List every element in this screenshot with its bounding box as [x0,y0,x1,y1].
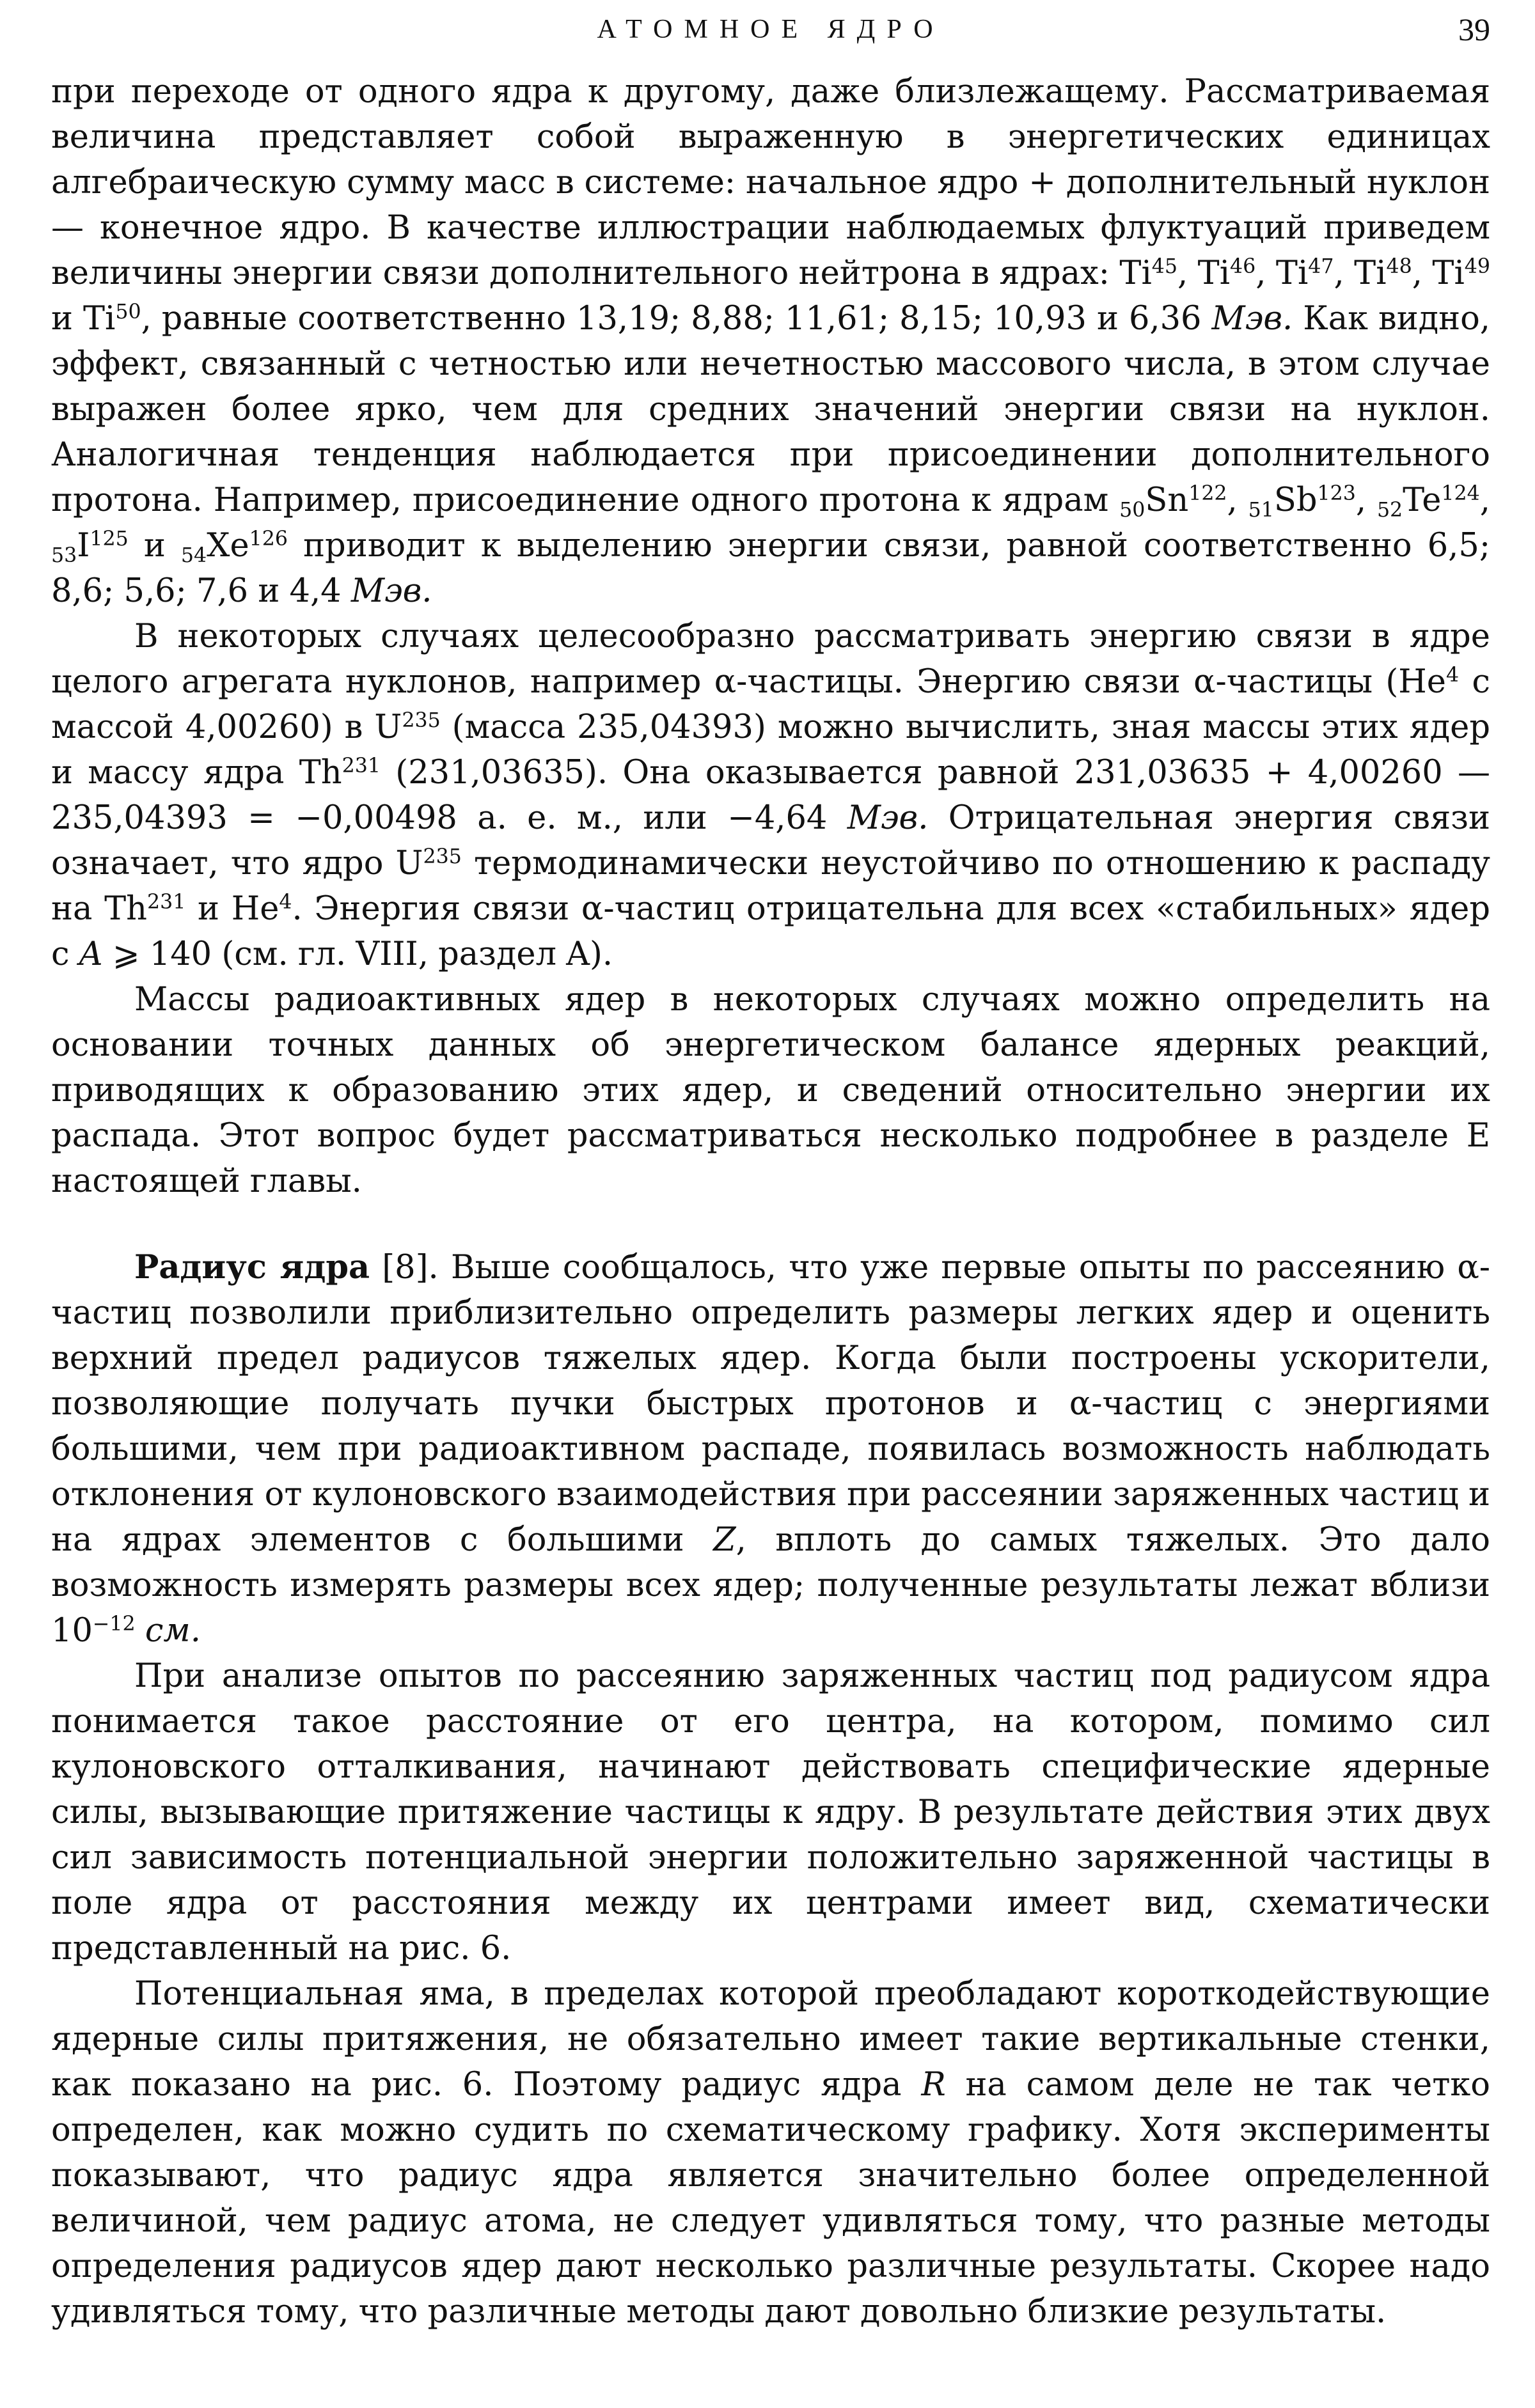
text-run: , Ti [1334,254,1387,292]
italic-text: Мэв. [1211,300,1293,338]
paragraph-5 [51,1654,1490,1971]
superscript: 235 [402,708,441,732]
text-run: ⩾ 140 (см. гл. VIII, раздел A). [102,935,613,973]
italic-text: Z [713,1521,736,1559]
text-run: и [128,527,181,565]
text-run: , Ti [1256,254,1309,292]
text-run: , равные соответственно 13,19; 8,88; 11,61; 8,15; 10,93 и 6,36 [141,300,1212,338]
text-run: Te [1403,481,1442,519]
text-run: при переходе от одного ядра к другому, даже близлежащему. Рассматриваемая величина представляет собой выраженную в энергетических единицах алгебраическую сумму масс в системе: начальное ядро + дополнительный нуклон — конечное ядро. В качестве иллюстрации наблюдаемых флуктуаций приведем величины энергии связи дополнительного нейтрона в ядрах: Ti [51,73,1490,292]
text-run: Потенциальная яма, в пределах которой преобладают короткодействующие ядерные силы притяжения, не обязательно имеет такие вертикальные стенки, как показано на рис. 6. Поэтому радиус ядра [51,1975,1490,2104]
text-run: . Энергия связи α-частиц отрицательна для всех «стабильных» ядер с [51,890,1490,973]
superscript: 235 [423,845,462,868]
text-run: на самом деле не так четко определен, как можно судить по схематическому графику. Хотя эксперименты показывают, что радиус ядра является значительно более определенной величиной, чем радиус атома, не следует удивляться тому, что разные методы определения радиусов ядер дают несколько различные результаты. Скорее надо удивляться тому, что различные методы дают довольно близкие результаты. [51,2066,1491,2331]
text-run: Sn [1145,481,1189,519]
superscript: 123 [1317,481,1356,505]
superscript: 45 [1151,254,1177,278]
text-run: , Ti [1412,254,1465,292]
italic-text: Мэв. [847,799,929,837]
superscript: −12 [92,1612,136,1636]
text-run: , [1355,481,1377,519]
text-run: и Ti [51,300,116,338]
paragraph-2 [51,614,1490,977]
page-body [51,69,1490,2334]
text-run: термодинамически неустойчиво по отношению к распаду на Th [51,845,1490,928]
superscript: 50 [115,300,141,324]
italic-text: R [921,2066,946,2104]
italic-text: см. [145,1612,201,1650]
text-run: (231,03635). Она оказывается равной 231,03635 + 4,00260 — 235,04393 = −0,00498 а. е. м., или −4,64 [51,754,1491,837]
superscript: 48 [1386,254,1412,278]
subscript: 50 [1119,499,1145,522]
text-run: I [77,527,90,565]
text-run: При анализе опытов по рассеянию заряженных частиц под радиусом ядра понимается такое расстояние от его центра, на котором, помимо сил кулоновского отталкивания, начинают действовать специфические ядерные силы, вызывающие притяжение частицы к ядру. В результате действия этих двух сил зависимость потенциальной энергии положительно заряженной частицы в поле ядра от расстояния между их центрами имеет вид, схематически представленный на рис. 6. [51,1657,1490,1967]
italic-text: Мэв. [350,572,432,610]
text-run: , [1479,481,1490,519]
text-run: Xe [207,527,249,565]
text-run: Массы радиоактивных ядер в некоторых случаях можно определить на основании точных данных об энергетическом балансе ядерных реакций, приводящих к образованию этих ядер, и сведений относительно энергии их распада. Этот вопрос будет рассматриваться несколько подробнее в разделе Е настоящей главы. [51,981,1490,1200]
superscript: 126 [249,527,288,551]
text-run: Как видно, эффект, связанный с четностью или нечетностью массового числа, в этом случае выражен более ярко, чем для средних значений энергии связи на нуклон. Аналогичная тенденция наблюдается при присоединении дополнительного протона. Например, присоединение одного протона к ядрам [51,300,1491,519]
text-run: В некоторых случаях целесообразно рассматривать энергию связи в ядре целого агрегата нуклонов, например α-частицы. Энергию связи α-частицы (He [51,618,1490,701]
text-run: с массой 4,00260) в U [51,663,1491,746]
running-header [51,10,1490,49]
text-run: , Ti [1177,254,1231,292]
text-run: Отрицательная энергия связи означает, что ядро U [51,799,1490,882]
subscript: 51 [1248,499,1274,522]
superscript: 46 [1230,254,1256,278]
text-run: , [1227,481,1248,519]
text-run: , вплоть до самых тяжелых. Это дало возможность измерять размеры всех ядер; полученные результаты лежат вблизи 10 [51,1521,1490,1650]
superscript: 124 [1441,481,1480,505]
text-run: приводит к выделению энергии связи, равной соответственно 6,5; 8,6; 5,6; 7,6 и 4,4 [51,527,1490,610]
text-run: Sb [1273,481,1318,519]
text-run: и He [185,890,279,928]
page-number: 39 [1458,12,1490,47]
italic-text: A [79,935,103,973]
text-run: (масса 235,04393) можно вычислить, зная массы этих ядер и массу ядра Th [51,708,1490,792]
text-run [136,1612,145,1650]
superscript: 125 [90,527,129,551]
text-run: [8]. Выше сообщалось, что уже первые опыты по рассеянию α-частиц позволили приблизительно определить размеры легких ядер и оценить верхний предел радиусов тяжелых ядер. Когда были построены ускорители, позволяющие получать пучки быстрых протонов и α-частиц с энергиями большими, чем при радиоактивном распаде, появилась возможность наблюдать отклонения от кулоновского взаимодействия при рассеянии заряженных частиц и на ядрах элементов с большими [51,1249,1490,1559]
superscript: 4 [1445,663,1460,687]
superscript: 231 [146,890,186,914]
superscript: 4 [279,890,292,914]
superscript: 47 [1308,254,1334,278]
subscript: 52 [1376,499,1403,522]
section-heading: Радиус ядра [134,1248,370,1286]
subscript: 53 [51,544,77,568]
paragraph-1 [51,69,1490,614]
superscript: 122 [1188,481,1227,505]
paragraph-6 [51,1971,1490,2334]
subscript: 54 [180,544,207,568]
superscript: 49 [1464,254,1490,278]
paragraph-4 [51,1245,1490,1654]
superscript: 231 [342,754,381,778]
paragraph-3 [51,977,1490,1204]
running-title: АТОМНОЕ ЯДРО [597,15,945,44]
